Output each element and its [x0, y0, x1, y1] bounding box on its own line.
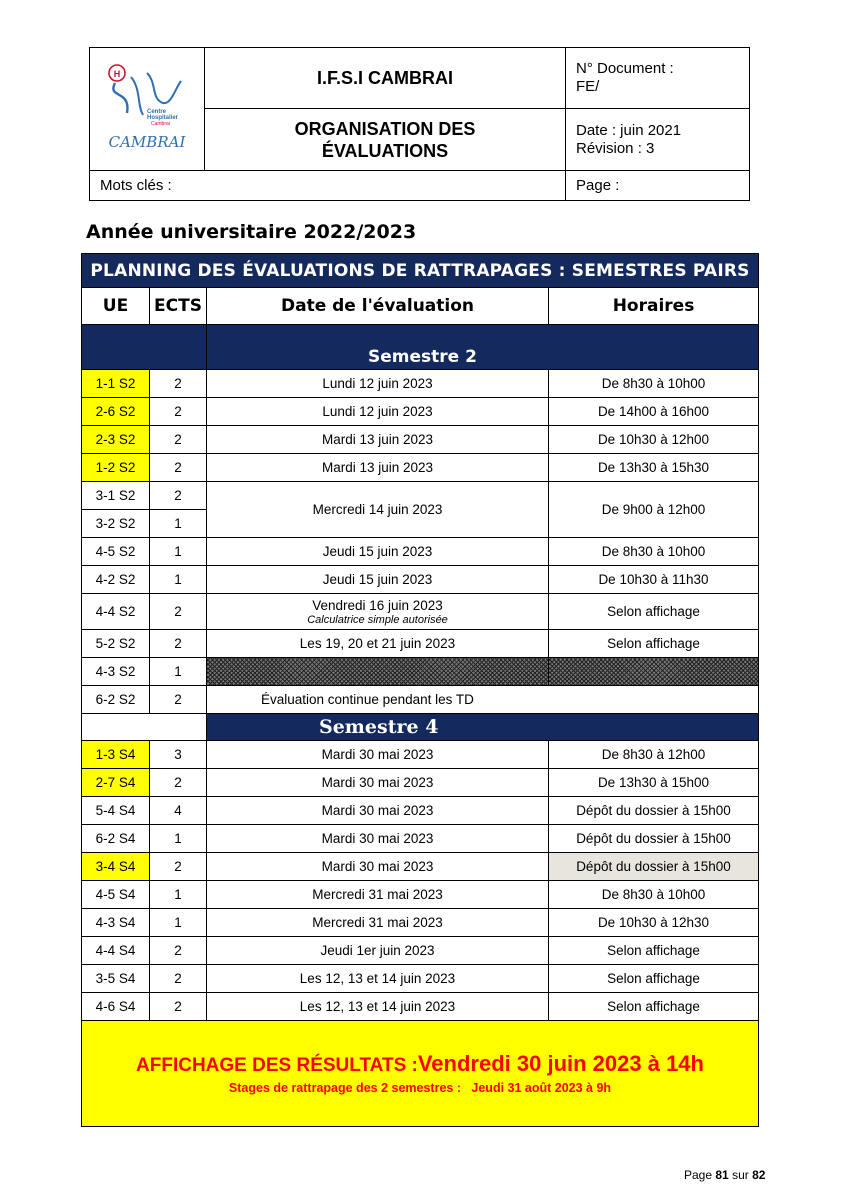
internship-date: Jeudi 31 août 2023 à 9h: [471, 1081, 612, 1095]
ue-cell: 4-5 S4: [82, 881, 150, 909]
date-cell: Les 12, 13 et 14 juin 2023: [207, 965, 549, 993]
semester-4-label: Semestre 4: [207, 714, 759, 741]
time-cell: Selon affichage: [549, 965, 759, 993]
semester-2-blank: [82, 325, 207, 370]
table-row: [82, 658, 759, 686]
ects-cell: 1: [150, 658, 207, 686]
title-line-2: ÉVALUATIONS: [321, 140, 449, 161]
ue-cell: 2-3 S2: [82, 426, 150, 454]
ue-cell: 6-2 S4: [82, 825, 150, 853]
ects-cell: 1: [150, 909, 207, 937]
semester-4-blank: [82, 714, 207, 741]
date-cell: Les 19, 20 et 21 juin 2023: [207, 630, 549, 658]
table-row: [82, 398, 759, 426]
col-ue: UE: [82, 288, 150, 325]
date-cell: Mercredi 14 juin 2023: [207, 482, 549, 538]
document-header: [89, 47, 750, 201]
date-cell: Mardi 30 mai 2023: [207, 769, 549, 797]
academic-year: Année universitaire 2022/2023: [86, 221, 417, 243]
ue-cell: 6-2 S2: [82, 686, 150, 714]
ue-cell: 2-6 S2: [82, 398, 150, 426]
ue-cell: 3-1 S2: [82, 482, 150, 510]
table-row: [82, 853, 759, 881]
time-cell: Selon affichage: [549, 937, 759, 965]
col-date: Date de l'évaluation: [207, 288, 549, 325]
table-row: [82, 686, 759, 714]
date-cell: Les 12, 13 et 14 juin 2023: [207, 993, 549, 1021]
time-cell: De 13h30 à 15h30: [549, 454, 759, 482]
table-row: [82, 769, 759, 797]
ects-cell: 2: [150, 853, 207, 881]
ue-cell: 3-2 S2: [82, 510, 150, 538]
table-row: [82, 482, 759, 510]
svg-text:H: H: [113, 68, 121, 79]
page-sep: sur: [732, 1168, 749, 1182]
time-cell: De 8h30 à 10h00: [549, 538, 759, 566]
ue-cell: 5-2 S2: [82, 630, 150, 658]
svg-text:Hospitalier: Hospitalier: [147, 114, 179, 121]
date-cell: Mardi 30 mai 2023: [207, 741, 549, 769]
table-row: [82, 825, 759, 853]
table-row: [82, 741, 759, 769]
ue-cell: 4-2 S2: [82, 566, 150, 594]
ue-cell: 3-5 S4: [82, 965, 150, 993]
time-cell: Dépôt du dossier à 15h00: [549, 853, 759, 881]
page-field: Page :: [566, 171, 750, 201]
results-date: Vendredi 30 juin 2023 à 14h: [417, 1051, 704, 1076]
table-row: [82, 426, 759, 454]
date-cell: Mercredi 31 mai 2023: [207, 909, 549, 937]
ects-cell: 2: [150, 965, 207, 993]
time-cell: De 10h30 à 12h30: [549, 909, 759, 937]
time-cell: Dépôt du dossier à 15h00: [549, 825, 759, 853]
ue-cell: 1-1 S2: [82, 370, 150, 398]
ects-cell: 2: [150, 937, 207, 965]
table-row: [82, 909, 759, 937]
col-time: Horaires: [549, 288, 759, 325]
table-row: [82, 881, 759, 909]
col-ects: ECTS: [150, 288, 207, 325]
ects-cell: 2: [150, 454, 207, 482]
internship-label: Stages de rattrapage des 2 semestres :: [228, 1081, 461, 1095]
calculator-note: Calculatrice simple autorisée: [307, 613, 448, 626]
time-cell: De 8h30 à 10h00: [549, 370, 759, 398]
ects-cell: 1: [150, 881, 207, 909]
date-cell: Jeudi 15 juin 2023: [207, 566, 549, 594]
results-box: [82, 1021, 759, 1127]
ects-cell: 4: [150, 797, 207, 825]
doc-number-value: FE/: [576, 78, 600, 95]
table-row: [82, 566, 759, 594]
table-row: [82, 538, 759, 566]
ue-cell: 1-3 S4: [82, 741, 150, 769]
ue-cell: 4-6 S4: [82, 993, 150, 1021]
svg-text:Cambrai: Cambrai: [151, 120, 170, 127]
doc-date: Date : juin 2021: [576, 121, 682, 139]
doc-number-label: N° Document :: [576, 60, 674, 77]
document-title: [205, 109, 566, 171]
date-revision: [566, 109, 750, 171]
svg-text:Centre: Centre: [147, 108, 167, 115]
ects-cell: 2: [150, 769, 207, 797]
ue-cell: 4-5 S2: [82, 538, 150, 566]
org-name: I.F.S.I CAMBRAI: [205, 48, 566, 109]
ects-cell: 3: [150, 741, 207, 769]
ects-cell: 2: [150, 594, 207, 630]
doc-revision: Révision : 3: [576, 139, 655, 157]
ue-cell: 2-7 S4: [82, 769, 150, 797]
ects-cell: 2: [150, 398, 207, 426]
ects-cell: 2: [150, 993, 207, 1021]
ects-cell: 2: [150, 630, 207, 658]
semester-2-label: Semestre 2: [207, 325, 759, 370]
time-cell: Dépôt du dossier à 15h00: [549, 797, 759, 825]
table-row: [82, 993, 759, 1021]
ects-cell: 1: [150, 510, 207, 538]
date-cell: Jeudi 1er juin 2023: [207, 937, 549, 965]
ue-cell: 4-3 S4: [82, 909, 150, 937]
ects-cell: 1: [150, 566, 207, 594]
date-cell: Mercredi 31 mai 2023: [207, 881, 549, 909]
ue-cell: 4-4 S4: [82, 937, 150, 965]
date-cell: Mardi 13 juin 2023: [207, 426, 549, 454]
time-cell: Selon affichage: [549, 630, 759, 658]
page-number: [684, 1168, 765, 1182]
time-cell: De 10h30 à 12h00: [549, 426, 759, 454]
hatched-date-cell: [207, 658, 549, 686]
time-cell: De 13h30 à 15h00: [549, 769, 759, 797]
hatched-time-cell: [549, 658, 759, 686]
time-cell: Selon affichage: [549, 993, 759, 1021]
time-cell: De 8h30 à 12h00: [549, 741, 759, 769]
ue-cell: 4-4 S2: [82, 594, 150, 630]
results-label: AFFICHAGE DES RÉSULTATS :: [136, 1055, 418, 1076]
internship-announcement: [82, 1081, 758, 1095]
table-row: [82, 630, 759, 658]
document-number: [566, 48, 750, 109]
svg-text:CAMBRAI: CAMBRAI: [108, 132, 186, 151]
page-prefix: Page: [684, 1168, 713, 1182]
results-announcement: [82, 1051, 758, 1077]
ue-cell: 5-4 S4: [82, 797, 150, 825]
date-cell: [207, 594, 549, 630]
ue-cell: 4-3 S2: [82, 658, 150, 686]
page-total: 82: [752, 1168, 766, 1182]
ue-cell: 1-2 S2: [82, 454, 150, 482]
date-cell: Mardi 13 juin 2023: [207, 454, 549, 482]
planning-table: [81, 253, 759, 1127]
date-cell: Lundi 12 juin 2023: [207, 398, 549, 426]
continuous-eval-cell: Évaluation continue pendant les TD: [207, 686, 759, 714]
title-line-1: ORGANISATION DES: [294, 118, 476, 139]
ects-cell: 2: [150, 426, 207, 454]
table-row: [82, 594, 759, 630]
table-row: [82, 965, 759, 993]
date-cell: Mardi 30 mai 2023: [207, 853, 549, 881]
time-cell: De 8h30 à 10h00: [549, 881, 759, 909]
ects-cell: 2: [150, 482, 207, 510]
keywords: Mots clés :: [90, 171, 566, 201]
table-row: [82, 937, 759, 965]
page-current: 81: [715, 1168, 729, 1182]
date-text: Vendredi 16 juin 2023: [312, 597, 443, 613]
time-cell: De 10h30 à 11h30: [549, 566, 759, 594]
planning-title: PLANNING DES ÉVALUATIONS DE RATTRAPAGES : SEMESTRES PAIRS: [82, 254, 759, 288]
time-cell: De 9h00 à 12h00: [549, 482, 759, 538]
time-cell: De 14h00 à 16h00: [549, 398, 759, 426]
date-cell: Lundi 12 juin 2023: [207, 370, 549, 398]
ects-cell: 2: [150, 686, 207, 714]
date-cell: Jeudi 15 juin 2023: [207, 538, 549, 566]
hospital-logo: [90, 48, 205, 171]
date-cell: Mardi 30 mai 2023: [207, 797, 549, 825]
table-row: [82, 797, 759, 825]
time-cell: Selon affichage: [549, 594, 759, 630]
ue-cell: 3-4 S4: [82, 853, 150, 881]
table-row: [82, 370, 759, 398]
date-cell: Mardi 30 mai 2023: [207, 825, 549, 853]
logo-icon: [101, 59, 193, 155]
ects-cell: 1: [150, 825, 207, 853]
table-row: [82, 454, 759, 482]
ects-cell: 1: [150, 538, 207, 566]
ects-cell: 2: [150, 370, 207, 398]
